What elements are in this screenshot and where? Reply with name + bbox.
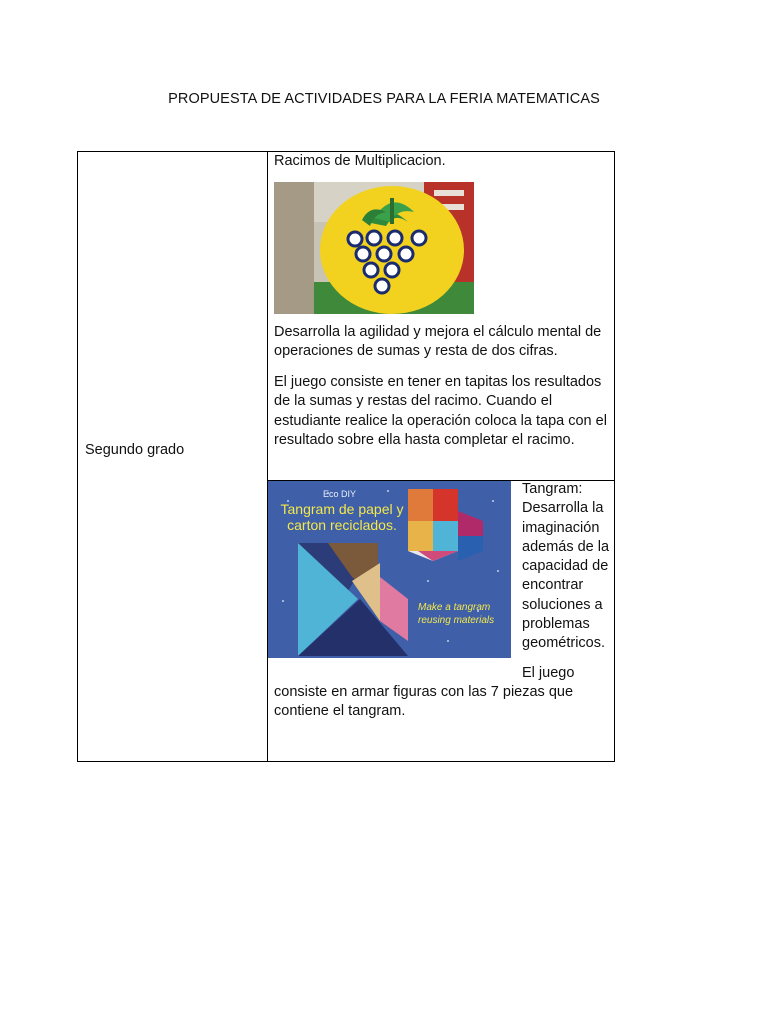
- grade-cell: Segundo grado: [85, 442, 185, 458]
- image-title: [276, 501, 408, 533]
- activity-description: Desarrolla la agilidad y mejora el cálculo mental de operaciones de sumas y resta de dos cifras.: [274, 324, 602, 360]
- image-note-line1: Make a tangram: [418, 602, 491, 613]
- tangram-rules: consiste en armar figuras con las 7 piezas que contiene el tangram.: [274, 684, 574, 720]
- grapes-game-photo: [274, 182, 474, 314]
- tangram-description: Tangram: Desarrolla la imaginación además de la capacidad de encontrar soluciones a problemas geométricos.: [522, 481, 610, 652]
- activities-table: [77, 151, 615, 762]
- column-divider: [267, 152, 268, 761]
- image-title-line1: Tangram de papel y: [280, 501, 404, 517]
- tangram-rules-start: El juego: [522, 665, 575, 681]
- image-title-line2: carton reciclados.: [287, 517, 397, 533]
- tangram-photo: [268, 481, 511, 658]
- image-note: [418, 601, 494, 627]
- page-title: PROPUESTA DE ACTIVIDADES PARA LA FERIA MATEMATICAS: [168, 91, 600, 107]
- activity-title: Racimos de Multiplicacion.: [274, 153, 446, 169]
- image-caption: Eco DIY: [323, 489, 357, 499]
- activity-rules: El juego consiste en tener en tapitas los resultados de la sumas y restas del racimo. Cuando el estudiante realice la operación coloca la tapa con el resultado sobre ella hasta completar el racimo.: [274, 374, 607, 448]
- image-note-line2: reusing materials: [418, 615, 495, 626]
